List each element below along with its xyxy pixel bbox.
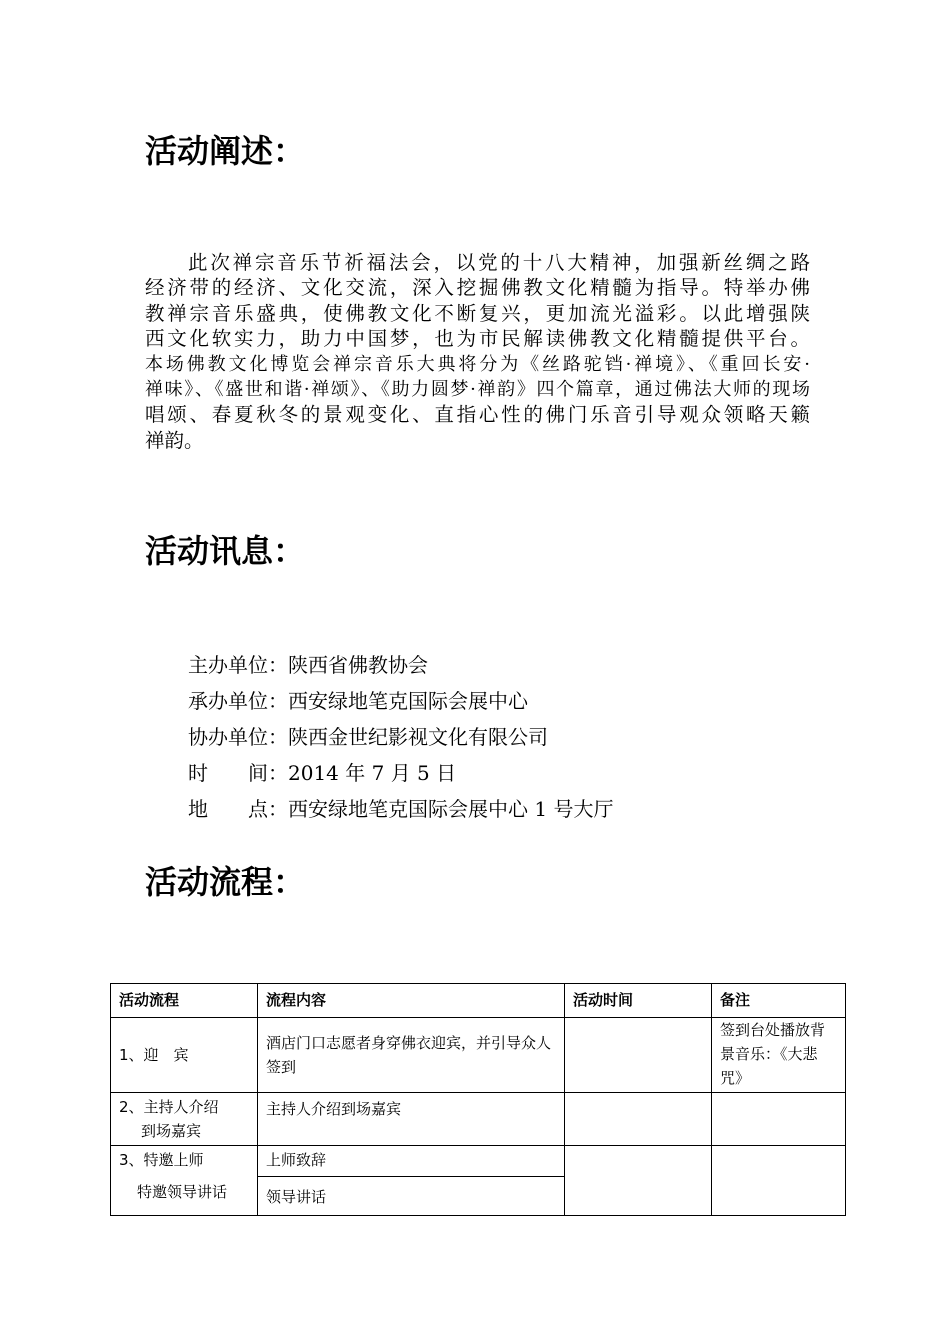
info-organizer — [188, 652, 428, 678]
table-header-row — [111, 984, 846, 1018]
step-line: 3、特邀上师 — [119, 1151, 204, 1169]
info-value: 陕西金世纪影视文化有限公司 — [288, 725, 548, 749]
table-cell-time — [565, 1146, 712, 1216]
content-line: 上师致辞 — [258, 1146, 564, 1177]
table-cell-step — [111, 1146, 258, 1216]
table-cell-content: 酒店门口志愿者身穿佛衣迎宾，并引导众人签到 — [258, 1018, 565, 1093]
info-value: 陕西省佛教协会 — [288, 653, 428, 677]
info-value: 2014 年 7 月 5 日 — [288, 761, 457, 785]
step-line: 特邀领导讲话 — [137, 1183, 228, 1201]
info-label: 协办单位： — [188, 725, 288, 749]
description-line: 本场佛教文化博览会禅宗音乐大典将分为《丝路驼铛·禅境》、《重回长安· — [145, 353, 810, 375]
table-header-cell: 活动流程 — [111, 984, 258, 1018]
step-line: 2、主持人介绍 — [119, 1098, 219, 1116]
info-label: 时 间： — [188, 761, 288, 785]
content-line: 领导讲话 — [266, 1188, 327, 1206]
table-cell-step: 1、迎 宾 — [111, 1018, 258, 1093]
info-undertaker — [188, 688, 528, 714]
description-line: 经济带的经济、文化交流，深入挖掘佛教文化精髓为指导。特举办佛 — [145, 276, 810, 300]
section-heading-description: 活动阐述： — [145, 132, 306, 170]
table-cell-time — [565, 1093, 712, 1146]
table-cell-time — [565, 1018, 712, 1093]
description-line: 此次禅宗音乐节祈福法会，以党的十八大精神，加强新丝绸之路 — [188, 251, 810, 274]
description-line: 唱颂、春夏秋冬的景观变化、直指心性的佛门乐音引导观众领略天籁 — [145, 403, 810, 427]
info-time — [188, 760, 456, 786]
table-header-cell: 备注 — [712, 984, 846, 1018]
description-paragraph — [145, 250, 810, 453]
section-heading-info: 活动讯息： — [145, 532, 306, 570]
step-line: 到场嘉宾 — [141, 1122, 202, 1140]
info-value: 西安绿地笔克国际会展中心 — [288, 689, 528, 713]
info-label: 承办单位： — [188, 689, 288, 713]
table-cell-step — [111, 1093, 258, 1146]
table-header-cell: 流程内容 — [258, 984, 565, 1018]
table-header-cell: 活动时间 — [565, 984, 712, 1018]
description-line: 禅韵。 — [145, 428, 204, 452]
table-row — [111, 1146, 846, 1216]
info-place — [188, 796, 613, 822]
description-line: 西文化软实力，助力中国梦，也为市民解读佛教文化精髓提供平台。 — [145, 327, 810, 351]
table-cell-note — [712, 1146, 846, 1216]
description-line: 教禅宗音乐盛典，使佛教文化不断复兴，更加流光溢彩。以此增强陕 — [145, 301, 810, 325]
flow-table — [110, 983, 846, 1216]
table-cell-note — [712, 1093, 846, 1146]
info-coorganizer — [188, 724, 548, 750]
section-heading-flow: 活动流程： — [145, 863, 306, 901]
table-cell-content: 主持人介绍到场嘉宾 — [258, 1093, 565, 1146]
info-label: 主办单位： — [188, 653, 288, 677]
table-row — [111, 1018, 846, 1093]
table-cell-content — [258, 1146, 565, 1216]
info-label: 地 点： — [188, 797, 288, 821]
info-value: 西安绿地笔克国际会展中心 1 号大厅 — [288, 797, 614, 821]
description-line: 禅味》、《盛世和谐·禅颂》、《助力圆梦·禅韵》四个篇章，通过佛法大师的现场 — [145, 379, 810, 401]
table-cell-note: 签到台处播放背景音乐：《大悲咒》 — [712, 1018, 846, 1093]
table-row — [111, 1093, 846, 1146]
